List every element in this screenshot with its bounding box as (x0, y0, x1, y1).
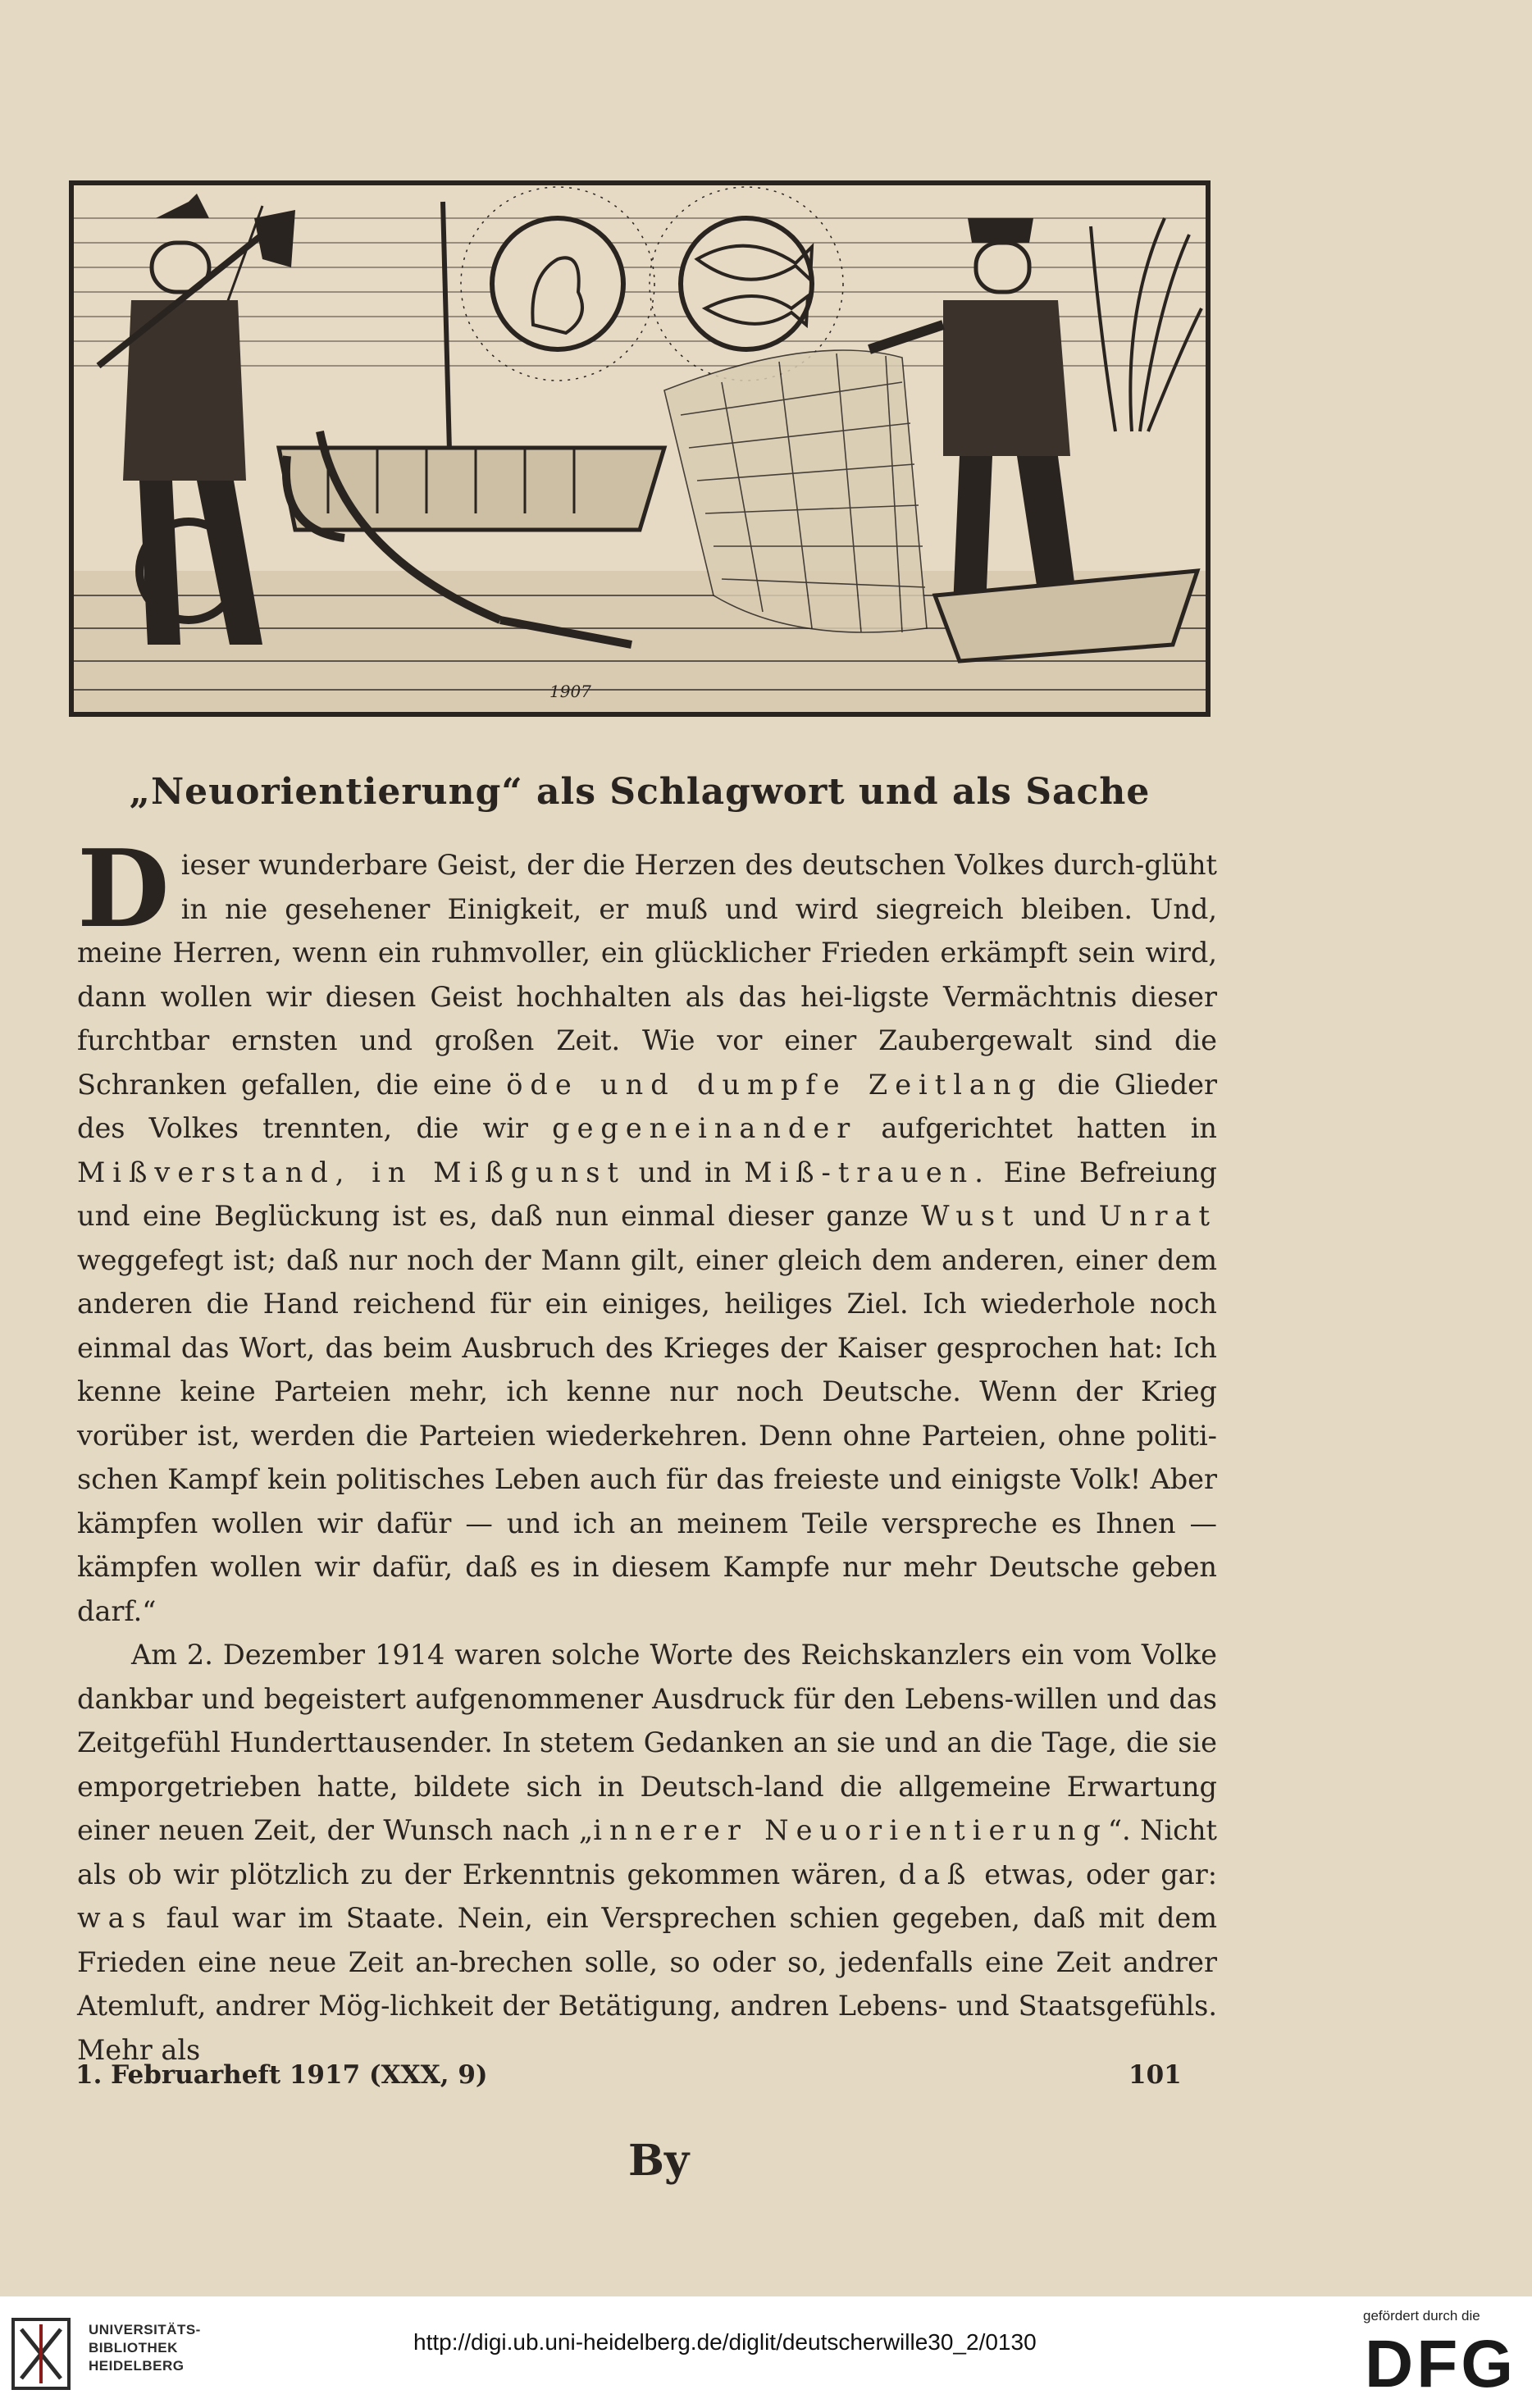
spaced-emphasis: Mißverstand, in Mißgunst (77, 1156, 626, 1188)
woodcut-illustration (69, 180, 1211, 717)
spaced-emphasis: Unrat (1098, 1200, 1217, 1232)
spaced-emphasis: öde und dumpfe Zeitlang (506, 1068, 1043, 1101)
spaced-emphasis: innerer Neuorientierung (593, 1814, 1108, 1846)
text-run: faul war im Staate. Nein, ein Versprechen schien gegeben, daß mit dem Frieden eine neue Zeit an-brechen solle, so oder so, jedenfalls eine Zeit andrer Atemluft, andrer Mög-lichkeit der Betätigung, andren Lebens- und Staatsgefühls. Mehr als (77, 1902, 1217, 2066)
spaced-emphasis: daß (898, 1858, 973, 1890)
text-run: Am 2. Dezember 1914 waren solche Worte des Reichskanzlers ein vom Volke dankbar und begeistert aufgenommener Ausdruck für den Lebens-willen und das Zeitgefühl Hunderttausender. In stetem Gedanken an sie und an die Tage, die sie emporgetrieben hatte, bildete sich in Deutsch-land die allgemeine Erwartung einer neuen Zeit, der Wunsch nach „ (77, 1639, 1217, 1846)
spaced-emphasis: gegeneinander (552, 1112, 858, 1144)
article-title: „Neuorientierung“ als Schlagwort und als Sache (129, 771, 1151, 813)
spaced-emphasis: was (77, 1902, 153, 1934)
text-run: etwas, oder gar: (973, 1858, 1218, 1890)
university-library-name[interactable] (89, 2321, 201, 2375)
article-body (77, 826, 1218, 2072)
page-number: 101 (1128, 2060, 1182, 2090)
text-run: ieser wunderbare Geist, der die Herzen des deutschen Volkes durch-glüht in nie gesehener Einigkeit, er muß und wird siegreich bleiben. Und, meine Herren, wenn ein ruhmvoller, ein glücklicher Frieden erkämpft sein wird, dann wollen wir diesen Geist hochhalten als das hei-ligste Vermächtnis dieser furchtbar ernsten und großen Zeit. Wie vor einer Zaubergewalt sind die Schranken gefallen, die eine (77, 849, 1217, 1101)
text-run: und (1020, 1200, 1099, 1232)
artist-signature: 1907 (549, 682, 591, 701)
university-seal-icon[interactable] (8, 2313, 74, 2395)
institution-line: BIBLIOTHEK (89, 2340, 178, 2356)
library-footer-bar (0, 2296, 1532, 2408)
woodcut-drawing (74, 185, 1206, 712)
library-stamp: By (628, 2136, 690, 2186)
text-run: “. Nicht als ob wir plötzlich zu der Erkenntnis gekommen wären, (77, 1814, 1217, 1890)
sun-medallion-left-icon (461, 187, 654, 381)
institution-line: UNIVERSITÄTS- (89, 2322, 201, 2337)
institution-line: HEIDELBERG (89, 2358, 185, 2374)
text-run: weggefegt ist; daß nur noch der Mann gilt, einer gleich dem anderen, einer dem anderen die Hand reichend für ein einiges, heiliges Ziel. Ich wiederhole noch einmal das Wort, das beim Ausbruch des Krieges der Kaiser gesprochen hat: Ich kenne keine Parteien mehr, ich kenne nur noch Deutsche. Wenn der Krieg vorüber ist, werden die Parteien wiederkehren. Denn ohne Parteien, ohne politi-schen Kampf kein politisches Leben auch für das freieste und einigste Volk! Aber kämpfen wollen wir dafür — und ich an meinem Teile verspreche es Ihnen — kämpfen wollen wir dafür, daß es in diesem Kampfe nur mehr Deutsche geben darf.“ (77, 1243, 1217, 1627)
paragraph-2 (77, 1633, 1217, 2072)
spaced-emphasis: Wust (921, 1200, 1021, 1232)
drop-cap: D (77, 826, 170, 951)
text-run: und in (625, 1156, 745, 1188)
dfg-logo[interactable]: DFG (1365, 2327, 1517, 2401)
spaced-emphasis: Miß-trauen. (744, 1156, 991, 1188)
issue-footer: 1. Februarheft 1917 (XXX, 9) (75, 2060, 488, 2090)
paragraph-1 (77, 826, 1218, 1633)
text-run: die Glieder des Volkes trennten, die wir (77, 1068, 1217, 1144)
permalink-url[interactable]: http://digi.ub.uni-heidelberg.de/diglit/deutscherwille30_2/0130 (413, 2329, 1037, 2355)
text-run: aufgerichtet hatten in (857, 1112, 1218, 1144)
text-run: Eine Befreiung und eine Beglückung ist es, daß nun einmal dieser ganze (77, 1156, 1217, 1232)
funding-caption: gefördert durch die (1363, 2308, 1480, 2324)
